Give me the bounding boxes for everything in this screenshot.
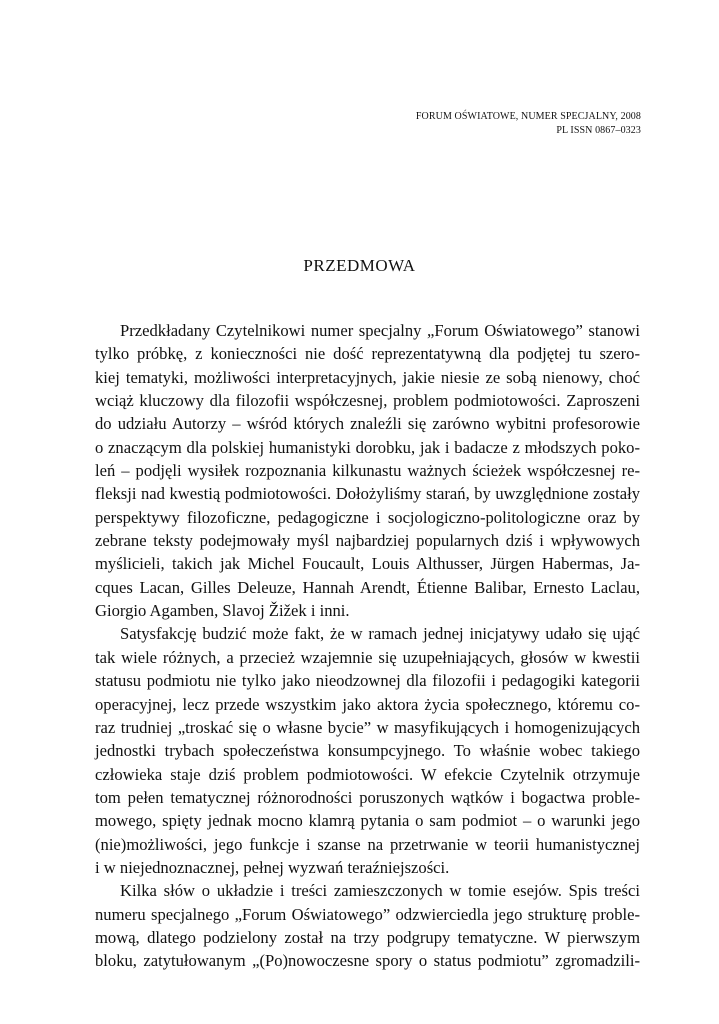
running-header — [416, 110, 641, 138]
paragraph — [95, 879, 640, 972]
text-line: perspektywy filozoficzne, pedagogiczne i socjologiczno-politologiczne oraz by — [95, 507, 640, 527]
text-line: leń – podjęli wysiłek rozpoznania kilkunastu ważnych ścieżek współczesnej re- — [95, 461, 640, 481]
text-line: fleksji nad kwestią podmiotowości. Dołożyliśmy starań, by uwzględnione zostały — [95, 484, 640, 504]
issn-info: PL ISSN 0867–0323 — [556, 125, 641, 136]
text-line: i w niejednoznacznej, pełnej wyzwań teraźniejszości. — [95, 857, 450, 877]
text-line: raz trudniej „troskać się o własne bycie” w masyfikujących i homogenizujących — [95, 717, 640, 737]
text-line: mowego, spięty jednak mocno klamrą pytania o sam podmiot – o warunki jego — [95, 811, 640, 831]
text-line: Kilka słów o układzie i treści zamieszczonych w tomie esejów. Spis treści — [120, 881, 640, 901]
text-line: tylko próbkę, z konieczności nie dość reprezentatywną dla podjętej tu szero- — [95, 344, 640, 364]
text-line: człowieka staje dziś problem podmiotowości. W efekcie Czytelnik otrzymuje — [95, 764, 640, 784]
text-line: operacyjnej, lecz przede wszystkim jako aktora życia społecznego, któremu co- — [95, 694, 640, 714]
text-line: cques Lacan, Gilles Deleuze, Hannah Arendt, Étienne Balibar, Ernesto Laclau, — [95, 577, 640, 597]
text-line: bloku, zatytułowanym „(Po)nowoczesne spory o status podmiotu” zgromadzili- — [95, 951, 640, 971]
text-line: numeru specjalnego „Forum Oświatowego” odzwierciedla jego strukturę proble- — [95, 904, 640, 924]
text-line: myślicieli, takich jak Michel Foucault, Louis Althusser, Jürgen Habermas, Ja- — [95, 554, 640, 574]
text-line: zebrane teksty podejmowały myśl najbardziej popularnych dziś i wpływowych — [95, 531, 640, 551]
text-line: wciąż kluczowy dla filozofii współczesnej, problem podmiotowości. Zaproszeni — [95, 391, 640, 411]
text-line: Satysfakcję budzić może fakt, że w ramach jednej inicjatywy udało się ująć — [120, 624, 640, 644]
text-line: do udziału Autorzy – wśród których znaleźli się zarówno wybitni profesorowie — [95, 414, 640, 434]
journal-info: FORUM OŚWIATOWE, NUMER SPECJALNY, 2008 — [415, 111, 641, 122]
text-line: mową, dlatego podzielony został na trzy podgrupy tematyczne. W pierwszym — [95, 927, 640, 947]
text-line: o znaczącym dla polskiej humanistyki dorobku, jak i badacze z młodszych poko- — [95, 437, 640, 457]
paragraph — [95, 319, 640, 622]
text-line: kiej tematyki, możliwości interpretacyjnych, jakie niesie ze sobą nienowy, choć — [95, 367, 640, 387]
text-line: jednostki trybach społeczeństwa konsumpcyjnego. To właśnie wobec takiego — [95, 741, 640, 761]
text-line: tom pełen tematycznej różnorodności poruszonych wątków i bogactwa proble- — [95, 787, 640, 807]
text-line: tak wiele różnych, a przecież wzajemnie się uzupełniających, głosów w kwestii — [95, 647, 640, 667]
text-line: (nie)możliwości, jego funkcje i szanse na przetrwanie w teorii humanistycznej — [95, 834, 640, 854]
paragraph — [95, 622, 640, 879]
text-line: Przedkładany Czytelnikowi numer specjalny „Forum Oświatowego” stanowi — [120, 321, 640, 340]
page-title: PRZEDMOWA — [303, 256, 416, 275]
text-line: statusu podmiotu nie tylko jako nieodzownej dla filozofii i pedagogiki kategorii — [95, 671, 640, 691]
text-line: Giorgio Agamben, Slavoj Žižek i inni. — [95, 601, 350, 621]
body-text — [95, 319, 640, 973]
